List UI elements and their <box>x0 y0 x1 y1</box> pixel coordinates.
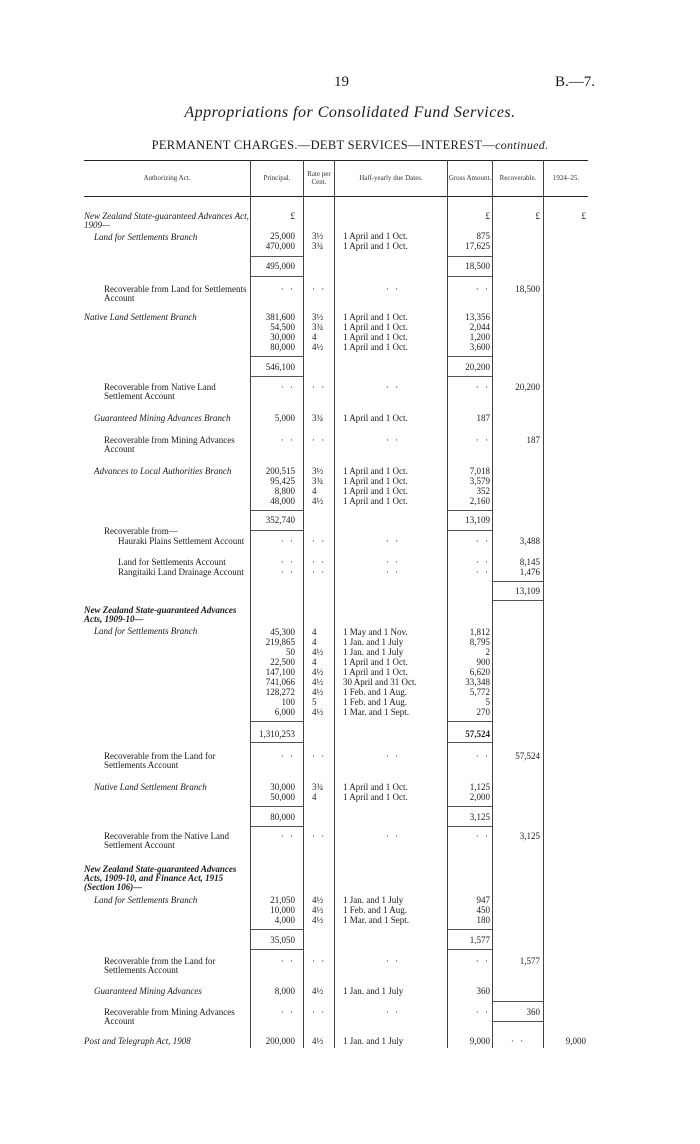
subtotal-rule <box>448 530 492 531</box>
gross-cell: 7,018 <box>469 466 490 476</box>
gross-cell: 2 <box>485 647 490 657</box>
col-header-act: Authorizing Act. <box>143 174 191 182</box>
subtotal-rule <box>493 1001 543 1002</box>
rate-cell: 4 <box>312 627 317 637</box>
branch-label: Guaranteed Mining Advances Branch <box>94 413 231 423</box>
act-label: New Zealand State-guaranteed Advances Act, 1909— <box>84 211 249 230</box>
gross-cell: 8,795 <box>469 637 490 647</box>
branch-label: Guaranteed Mining Advances <box>94 986 202 996</box>
date-cell: 1 April and 1 Oct. <box>343 782 408 792</box>
recoverable-total: 13,109 <box>515 586 540 596</box>
recoverable-label: Recoverable from Mining Advances Account <box>104 435 235 454</box>
principal-cell: 10,000 <box>270 905 295 915</box>
dots-cell: · · <box>385 751 401 761</box>
date-cell: 1 April and 1 Oct. <box>343 792 408 802</box>
date-cell: 1 May and 1 Nov. <box>343 627 408 637</box>
gross-cell: 3,600 <box>469 342 490 352</box>
currency-principal: £ <box>290 211 295 221</box>
dots-cell: · · <box>312 751 327 761</box>
rate-cell: 4½ <box>312 1036 324 1046</box>
date-cell: 1 April and 1 Oct. <box>343 342 408 352</box>
gross-cell: 13,356 <box>465 312 490 322</box>
date-cell: 1 Jan. and 1 July <box>343 986 404 996</box>
dots-cell: · · <box>312 956 327 966</box>
subtotal-rule <box>448 721 492 722</box>
dots-cell: · · <box>312 831 327 841</box>
gross-cell: 5,772 <box>469 687 490 697</box>
document-ref: B.—7. <box>555 74 596 90</box>
gross-cell: 17,625 <box>465 241 490 251</box>
branch-label: Native Land Settlement Branch <box>84 312 197 322</box>
gross-cell: 450 <box>476 905 490 915</box>
principal-cell: 100 <box>281 697 295 707</box>
principal-cell: 8,000 <box>274 986 295 996</box>
rate-cell: 3¾ <box>312 476 324 486</box>
dots-cell: · · <box>312 1007 327 1017</box>
dots-cell: · · <box>385 284 401 294</box>
dots-cell: · · <box>280 284 295 294</box>
date-cell: 1 April and 1 Oct. <box>343 496 408 506</box>
subtotal-rule <box>251 721 303 722</box>
gross-cell: 360 <box>476 986 490 996</box>
rate-cell: 3½ <box>312 312 324 322</box>
principal-cell: 45,300 <box>270 627 295 637</box>
col-header-principal: Principal. <box>263 174 291 182</box>
dots-cell: · · <box>280 956 295 966</box>
principal-cell: 50,000 <box>270 792 295 802</box>
date-cell: 1 Jan. and 1 July <box>343 895 404 905</box>
dots-cell: · · <box>385 557 401 567</box>
col-header-dates: Half-yearly due Dates. <box>359 174 423 182</box>
date-cell: 1 Feb. and 1 Aug. <box>343 687 407 697</box>
col-rule <box>303 160 304 1048</box>
date-cell: 1 April and 1 Oct. <box>343 413 408 423</box>
rate-cell: 3½ <box>312 466 324 476</box>
dots-cell: · · <box>312 435 327 445</box>
gross-total: 18,500 <box>465 261 490 271</box>
principal-cell: 741,066 <box>265 677 295 687</box>
subtotal-rule <box>251 376 303 377</box>
col-header-year: 1924–25. <box>552 174 580 182</box>
col-header-rate: Rate per Cent. <box>307 170 331 186</box>
col-header-recoverable: Recoverable. <box>499 174 537 182</box>
gross-cell: 1,812 <box>469 627 490 637</box>
gross-cell: 270 <box>476 707 490 717</box>
principal-cell: 50 <box>286 647 295 657</box>
subtotal-rule <box>493 581 543 582</box>
recoverable-cell: 3,125 <box>519 831 540 841</box>
principal-cell: 4,000 <box>274 915 295 925</box>
gross-total: 20,200 <box>465 362 490 372</box>
principal-total: 80,000 <box>270 812 295 822</box>
date-cell: 1 April and 1 Oct. <box>343 486 408 496</box>
gross-cell: 947 <box>476 895 490 905</box>
principal-cell: 95,425 <box>270 476 295 486</box>
dots-cell: · · <box>385 382 401 392</box>
date-cell: 1 April and 1 Oct. <box>343 312 408 322</box>
dots-cell: · · <box>475 536 490 546</box>
subtotal-rule <box>251 356 303 357</box>
dots-cell: · · <box>385 956 401 966</box>
recoverable-item-label: Hauraki Plains Settlement Account <box>118 536 245 546</box>
gross-cell: 1,125 <box>469 782 490 792</box>
dots-cell: · · <box>475 284 490 294</box>
currency-recoverable: £ <box>535 211 540 221</box>
rate-cell: 4½ <box>312 687 324 697</box>
rate-cell: 4½ <box>312 677 324 687</box>
gross-total: 1,577 <box>469 935 490 945</box>
gross-cell: 187 <box>476 413 490 423</box>
col-rule <box>334 160 335 1048</box>
dots-cell: · · <box>475 751 490 761</box>
act-label: New Zealand State-guaranteed Advances Acts, 1909-10, and Finance Act, 1915 (Section 106)— <box>84 864 237 892</box>
rate-cell: 3¾ <box>312 322 324 332</box>
dots-cell: · · <box>475 956 490 966</box>
rate-cell: 4 <box>312 792 317 802</box>
principal-cell: 25,000 <box>270 231 295 241</box>
recoverable-item-label: Land for Settlements Account <box>118 557 226 567</box>
recoverable-cell: 3,488 <box>519 536 540 546</box>
rate-cell: 3¾ <box>312 241 324 251</box>
principal-total: 546,100 <box>265 362 295 372</box>
gross-cell: 2,000 <box>469 792 490 802</box>
subtotal-rule <box>448 806 492 807</box>
principal-cell: 48,000 <box>270 496 295 506</box>
principal-cell: 381,600 <box>265 312 295 322</box>
page-title: Appropriations for Consolidated Fund Services. <box>184 104 516 121</box>
gross-cell: 6,620 <box>469 667 490 677</box>
act-label: New Zealand State-guaranteed Advances Acts, 1909-10— <box>84 605 237 624</box>
dots-cell: · · <box>385 435 401 445</box>
principal-cell: 5,000 <box>274 413 295 423</box>
date-cell: 1 April and 1 Oct. <box>343 322 408 332</box>
principal-cell: 470,000 <box>265 241 295 251</box>
subtotal-rule <box>448 276 492 277</box>
rate-cell: 4½ <box>312 895 324 905</box>
currency-year: £ <box>581 211 586 221</box>
gross-cell: 9,000 <box>469 1036 490 1046</box>
dots-cell: · · <box>385 567 401 577</box>
dots-cell: · · <box>280 435 295 445</box>
recoverable-label: Recoverable from the Native Land Settlement Account <box>104 831 229 850</box>
dots-cell: · · <box>312 536 327 546</box>
date-cell: 1 April and 1 Oct. <box>343 657 408 667</box>
subtotal-rule <box>251 510 303 511</box>
col-rule <box>447 160 448 1048</box>
col-header-gross: Gross Amount. <box>448 174 492 182</box>
date-cell: 1 April and 1 Oct. <box>343 476 408 486</box>
rate-cell: 4½ <box>312 707 324 717</box>
rate-cell: 4½ <box>312 986 324 996</box>
recoverable-label: Recoverable from Native Land Settlement Account <box>104 382 216 401</box>
gross-cell: 33,348 <box>465 677 490 687</box>
date-cell: 1 Feb. and 1 Aug. <box>343 697 407 707</box>
rate-cell: 4 <box>312 332 317 342</box>
dots-cell: · · <box>475 567 490 577</box>
principal-cell: 30,000 <box>270 332 295 342</box>
dots-cell: · · <box>280 382 295 392</box>
gross-total: 57,524 <box>465 729 490 739</box>
subtitle-continued: continued. <box>495 138 549 152</box>
currency-gross: £ <box>485 211 490 221</box>
recoverable-from-label: Recoverable from— <box>104 526 178 536</box>
rate-cell: 4½ <box>312 647 324 657</box>
dots-cell: · · <box>312 567 327 577</box>
principal-cell: 147,100 <box>265 667 295 677</box>
dots-cell: · · <box>280 1007 295 1017</box>
date-cell: 1 Jan. and 1 July <box>343 1036 404 1046</box>
dots-cell: · · <box>385 536 401 546</box>
date-cell: 1 April and 1 Oct. <box>343 466 408 476</box>
branch-label: Land for Settlements Branch <box>94 895 198 905</box>
dots-cell: · · <box>510 1036 526 1046</box>
recoverable-cell: 57,524 <box>515 751 540 761</box>
gross-cell: 180 <box>476 915 490 925</box>
subtitle-main: PERMANENT CHARGES.—DEBT SERVICES—INTEREST— <box>151 138 496 152</box>
recoverable-cell: 1,577 <box>519 956 540 966</box>
rate-cell: 4 <box>312 657 317 667</box>
rate-cell: 3¾ <box>312 782 324 792</box>
recoverable-label: Recoverable from the Land for Settlements Account <box>104 751 216 770</box>
rate-cell: 4 <box>312 637 317 647</box>
branch-label: Native Land Settlement Branch <box>94 782 207 792</box>
recoverable-cell: 8,145 <box>519 557 540 567</box>
principal-cell: 8,800 <box>274 486 295 496</box>
rate-cell: 4½ <box>312 667 324 677</box>
gross-cell: 352 <box>476 486 490 496</box>
recoverable-cell: 18,500 <box>515 284 540 294</box>
dots-cell: · · <box>475 435 490 445</box>
date-cell: 30 April and 31 Oct. <box>343 677 417 687</box>
principal-cell: 80,000 <box>270 342 295 352</box>
dots-cell: · · <box>385 1007 401 1017</box>
branch-label: Land for Settlements Branch <box>94 626 198 636</box>
gross-cell: 5 <box>485 697 490 707</box>
dots-cell: · · <box>280 557 295 567</box>
principal-cell: 22,500 <box>270 657 295 667</box>
subtotal-rule <box>251 806 303 807</box>
rate-cell: 4 <box>312 486 317 496</box>
subtotal-rule <box>251 929 303 930</box>
subtotal-rule <box>448 826 492 827</box>
rate-cell: 4½ <box>312 496 324 506</box>
subtotal-rule <box>493 600 543 601</box>
date-cell: 1 April and 1 Oct. <box>343 241 408 251</box>
dots-cell: · · <box>280 536 295 546</box>
gross-total: 3,125 <box>469 812 490 822</box>
subtotal-rule <box>251 826 303 827</box>
rate-cell: 4½ <box>312 905 324 915</box>
rate-cell: 4½ <box>312 342 324 352</box>
principal-cell: 21,050 <box>270 895 295 905</box>
dots-cell: · · <box>280 751 295 761</box>
date-cell: 1 Mar. and 1 Sept. <box>343 915 409 925</box>
subtotal-rule <box>448 510 492 511</box>
date-cell: 1 April and 1 Oct. <box>343 667 408 677</box>
dots-cell: · · <box>475 1007 490 1017</box>
principal-cell: 54,500 <box>270 322 295 332</box>
principal-cell: 128,272 <box>265 687 295 697</box>
gross-cell: 875 <box>476 231 490 241</box>
branch-label: Advances to Local Authorities Branch <box>94 466 232 476</box>
dots-cell: · · <box>475 831 490 841</box>
recoverable-cell: 1,476 <box>519 567 540 577</box>
subtotal-rule <box>448 356 492 357</box>
subtotal-rule <box>251 949 303 950</box>
recoverable-label: Recoverable from Land for Settlements Account <box>104 284 247 303</box>
gross-cell: 1,200 <box>469 332 490 342</box>
gross-total: 13,109 <box>465 515 490 525</box>
recoverable-cell: 187 <box>526 435 540 445</box>
dots-cell: · · <box>312 284 327 294</box>
principal-total: 495,000 <box>265 261 295 271</box>
subtotal-rule <box>448 949 492 950</box>
gross-cell: 3,579 <box>469 476 490 486</box>
subtotal-rule <box>448 256 492 257</box>
act-label: Post and Telegraph Act, 1908 <box>84 1036 191 1046</box>
year-cell: 9,000 <box>565 1036 586 1046</box>
subtotal-rule <box>448 376 492 377</box>
gross-cell: 2,044 <box>469 322 490 332</box>
subtotal-rule <box>251 530 303 531</box>
header-bottom-rule <box>84 196 588 197</box>
recoverable-cell: 20,200 <box>515 382 540 392</box>
gross-cell: 900 <box>476 657 490 667</box>
dots-cell: · · <box>312 382 327 392</box>
subtotal-rule <box>251 742 303 743</box>
rate-cell: 4½ <box>312 915 324 925</box>
principal-cell: 30,000 <box>270 782 295 792</box>
recoverable-label: Recoverable from the Land for Settlements Account <box>104 956 216 975</box>
subtotal-rule <box>493 1021 543 1022</box>
principal-cell: 219,865 <box>265 637 295 647</box>
date-cell: 1 Mar. and 1 Sept. <box>343 707 409 717</box>
principal-total: 1,310,253 <box>259 729 295 739</box>
subtotal-rule <box>251 276 303 277</box>
subtotal-rule <box>448 929 492 930</box>
col-rule <box>492 160 493 1048</box>
principal-cell: 6,000 <box>274 707 295 717</box>
rate-cell: 3¾ <box>312 413 324 423</box>
dots-cell: · · <box>475 382 490 392</box>
subtotal-rule <box>448 742 492 743</box>
dots-cell: · · <box>475 557 490 567</box>
dots-cell: · · <box>385 831 401 841</box>
col-rule <box>543 160 544 1048</box>
principal-cell: 200,515 <box>265 466 295 476</box>
principal-total: 35,050 <box>270 935 295 945</box>
date-cell: 1 Jan. and 1 July <box>343 637 404 647</box>
recoverable-label: Recoverable from Mining Advances Account <box>104 1007 235 1026</box>
rate-cell: 3½ <box>312 231 324 241</box>
recoverable-cell: 360 <box>526 1007 540 1017</box>
dots-cell: · · <box>280 567 295 577</box>
date-cell: 1 Jan. and 1 July <box>343 647 404 657</box>
subtotal-rule <box>251 256 303 257</box>
dots-cell: · · <box>280 831 295 841</box>
page-number: 19 <box>334 74 349 90</box>
dots-cell: · · <box>312 557 327 567</box>
date-cell: 1 Feb. and 1 Aug. <box>343 905 407 915</box>
page-subtitle <box>0 138 700 153</box>
principal-cell: 200,000 <box>265 1036 295 1046</box>
gross-cell: 2,160 <box>469 496 490 506</box>
branch-label: Land for Settlements Branch <box>94 232 198 242</box>
rate-cell: 5 <box>312 697 317 707</box>
recoverable-item-label: Rangitaiki Land Drainage Account <box>118 567 244 577</box>
date-cell: 1 April and 1 Oct. <box>343 231 408 241</box>
principal-total: 352,740 <box>265 515 295 525</box>
date-cell: 1 April and 1 Oct. <box>343 332 408 342</box>
